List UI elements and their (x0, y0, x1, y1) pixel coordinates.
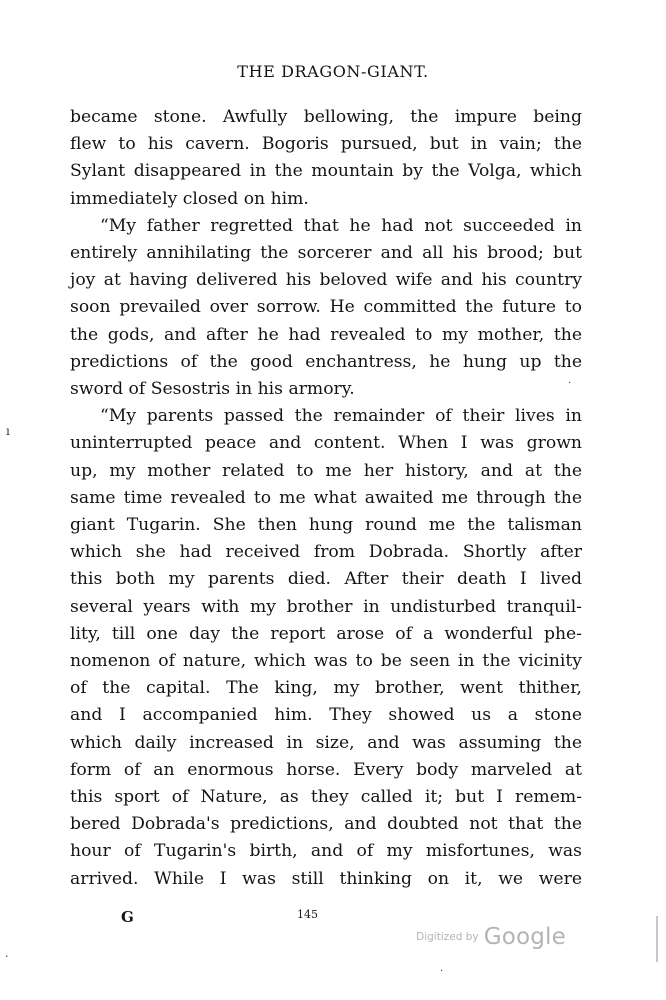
text-line: same time revealed to me what awaited me through the (70, 487, 582, 508)
text-line: several years with my brother in undisturbed tranquil- (70, 596, 582, 617)
text-line: entirely annihilating the sorcerer and all his brood; but (70, 243, 582, 264)
text-line: joy at having delivered his beloved wife and his country (70, 270, 582, 291)
text-line: the gods, and after he had revealed to my mother, the (70, 324, 582, 345)
text-line: “My father regretted that he had not succeeded in (100, 215, 582, 236)
scan-speck: · (5, 950, 9, 963)
text-line: uninterrupted peace and content. When I was grown (70, 433, 582, 454)
body-text (70, 104, 582, 893)
digitized-by-text: Digitized by (416, 931, 479, 943)
running-header: THE DRAGON-GIANT. (237, 62, 429, 81)
page-number: 145 (297, 908, 318, 921)
text-line: arrived. While I was still thinking on it, we were (70, 868, 582, 889)
text-line: predictions of the good enchantress, he hung up the (70, 351, 582, 372)
scan-edge-line (656, 916, 658, 962)
text-line: immediately closed on him. (70, 188, 309, 209)
text-line: “My parents passed the remainder of their lives in (100, 406, 582, 427)
text-line: became stone. Awfully bellowing, the impure being (70, 107, 582, 127)
text-line: lity, till one day the report arose of a wonderful phe- (70, 623, 582, 644)
text-line: this both my parents died. After their death I lived (70, 569, 582, 590)
text-line: nomenon of nature, which was to be seen in the vicinity (70, 651, 582, 672)
signature-mark: G (121, 908, 134, 926)
text-line: hour of Tugarin's birth, and of my misfortunes, was (70, 841, 582, 862)
digitized-watermark (416, 924, 566, 950)
scan-speck: · (568, 378, 572, 389)
text-line: of the capital. The king, my brother, went thither, (70, 678, 582, 699)
text-line: soon prevailed over sorrow. He committed the future to (70, 297, 582, 318)
scan-speck: ı (6, 424, 10, 438)
text-line: giant Tugarin. She then hung round me the talisman (70, 515, 582, 536)
scan-speck: · (440, 966, 444, 977)
text-line: Sylant disappeared in the mountain by the Volga, which (70, 161, 582, 182)
text-line: up, my mother related to me her history, and at the (70, 460, 582, 481)
text-line: and I accompanied him. They showed us a stone (70, 705, 582, 726)
google-wordmark: Google (483, 924, 566, 950)
text-line: which she had received from Dobrada. Shortly after (70, 542, 582, 563)
text-line: form of an enormous horse. Every body marveled at (70, 759, 582, 780)
text-line: sword of Sesostris in his armory. (70, 379, 355, 400)
text-line: flew to his cavern. Bogoris pursued, but in vain; the (70, 134, 582, 155)
text-line: which daily increased in size, and was assuming the (70, 732, 582, 753)
text-line: bered Dobrada's predictions, and doubted not that the (70, 814, 582, 835)
text-line: this sport of Nature, as they called it; but I remem- (70, 787, 582, 808)
